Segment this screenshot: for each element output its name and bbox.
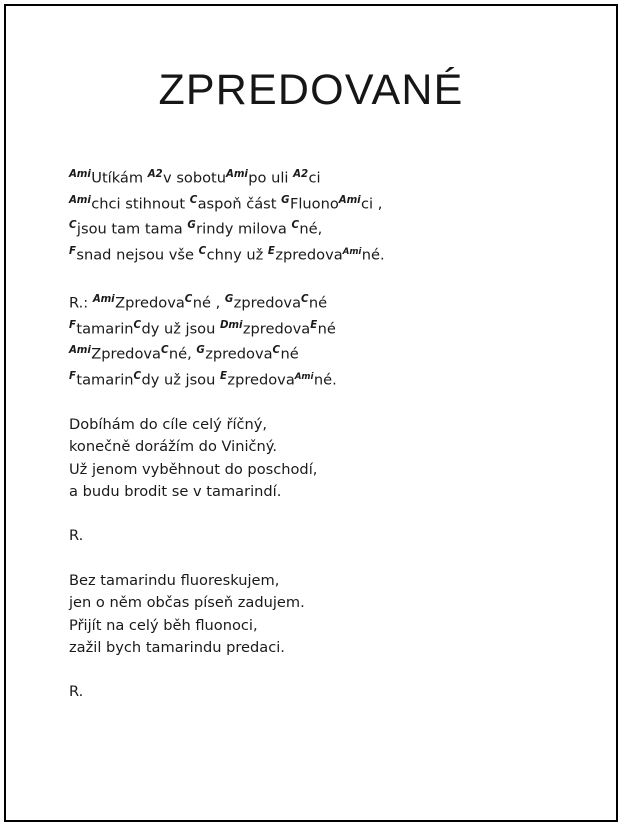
lyric-line — [69, 289, 576, 315]
lyric-text: chci stihnout — [91, 195, 190, 213]
lyric-text: jsou tam tama — [76, 220, 188, 238]
chord-label: A2 — [147, 169, 163, 180]
lyric-line — [69, 459, 576, 481]
lyric-text: zpredova — [205, 345, 273, 363]
chord-label: G — [281, 194, 290, 206]
refrain-marker — [69, 525, 576, 547]
chord-label: Ami — [69, 169, 91, 180]
lyric-text: chny už — [206, 246, 268, 264]
chord-label: C — [189, 194, 198, 206]
chord-label: C — [184, 293, 193, 305]
lyric-text: né , — [192, 294, 225, 312]
lyric-text: v sobotu — [163, 169, 227, 187]
page-title: ZPREDOVANÉ — [158, 66, 464, 114]
lyric-block-verse — [69, 414, 576, 504]
lyric-text: Fluono — [289, 195, 339, 213]
lyric-text: zpredova — [233, 294, 302, 312]
lyric-text: rindy milova — [196, 220, 292, 238]
chord-label: C — [301, 293, 309, 305]
lyric-text: Zpredova — [115, 294, 185, 312]
lyric-text: aspoň část — [197, 195, 282, 213]
lyric-text: Bez tamarindu fluoreskujem, — [69, 571, 280, 589]
chord-label: F — [69, 371, 76, 383]
lyric-text: né — [280, 345, 299, 363]
lyric-text: R. — [69, 527, 84, 545]
lyric-text: ci , — [361, 195, 383, 213]
lyric-line — [69, 164, 576, 190]
lyric-block-verse — [69, 570, 576, 660]
lyric-text: Přijít na celý běh fluonoci, — [69, 616, 258, 634]
lyric-block-verse — [69, 164, 576, 267]
lyric-text: zažil bych tamarindu predaci. — [69, 639, 285, 656]
lyric-block-refrain-cue — [69, 525, 576, 547]
lyric-text: Zpredova — [91, 345, 161, 363]
chord-label: Ami — [294, 372, 314, 383]
lyric-text: né, — [168, 345, 197, 363]
lyric-text: R. — [69, 683, 84, 701]
chord-label: Dmi — [220, 319, 243, 331]
lyric-line — [69, 414, 576, 436]
lyric-block-refrain-cue — [69, 681, 576, 703]
lyrics-body — [69, 164, 576, 704]
lyric-line — [69, 637, 576, 659]
lyric-text: jen o něm občas píseň zadujem. — [69, 594, 305, 612]
lyric-line — [69, 615, 576, 637]
lyric-text: né. — [361, 246, 385, 264]
lyric-text: Dobíhám do cíle celý říčný, — [69, 415, 268, 433]
chord-label: Ami — [69, 345, 91, 357]
chord-label: C — [133, 319, 141, 331]
lyric-text: a budu brodit se v tamarindí. — [69, 482, 282, 500]
lyric-line — [69, 241, 576, 267]
lyric-text: konečně dorážím do Viničný. — [69, 438, 278, 456]
chord-label: E — [310, 319, 318, 331]
chord-label: C — [272, 345, 280, 357]
lyric-line — [69, 570, 576, 592]
lyric-text: Už jenom vyběhnout do poschodí, — [69, 460, 318, 478]
chord-label: C — [291, 220, 299, 232]
lyric-text: zpredova — [242, 319, 311, 337]
chord-label: C — [160, 345, 169, 357]
lyric-text: tamarin — [76, 319, 134, 337]
chord-label: F — [69, 319, 76, 331]
chord-label: Ami — [342, 247, 362, 258]
lyric-line — [69, 481, 576, 503]
chord-label: Ami — [338, 194, 361, 206]
page-border-frame — [4, 4, 618, 822]
chord-label: F — [69, 246, 76, 258]
lyric-line — [69, 190, 576, 216]
lyric-text: dy už jsou — [141, 371, 221, 389]
chord-label: G — [196, 345, 205, 357]
chord-label: C — [69, 220, 77, 232]
lyric-line — [69, 215, 576, 241]
chord-label: E — [220, 371, 227, 383]
chord-label: C — [198, 246, 207, 258]
chord-label: G — [224, 293, 234, 305]
lyric-text: R.: — [69, 294, 93, 312]
lyric-text: zpredova — [275, 246, 343, 264]
lyric-line — [69, 315, 576, 341]
chord-label: Ami — [226, 169, 248, 180]
chord-label: Ami — [92, 293, 115, 305]
lyric-text: zpredova — [227, 371, 295, 389]
lyric-text: po uli — [248, 169, 294, 187]
lyric-text: né — [308, 294, 328, 312]
lyric-block-refrain — [69, 289, 576, 392]
lyric-text: né — [317, 319, 336, 337]
lyric-text: ci — [308, 169, 321, 187]
lyric-line — [69, 436, 576, 458]
lyric-text: tamarin — [76, 371, 134, 389]
chord-label: E — [267, 246, 275, 258]
chord-label: G — [187, 220, 196, 232]
chord-label: Ami — [69, 194, 91, 206]
lyric-text: dy už jsou — [141, 319, 221, 337]
lyric-text: snad nejsou vše — [76, 246, 199, 264]
lyric-line — [69, 366, 576, 392]
lyric-text: né. — [313, 371, 337, 389]
chord-label: C — [133, 371, 141, 383]
lyric-line — [69, 340, 576, 366]
chord-label: A2 — [293, 169, 308, 180]
lyric-text: né, — [299, 220, 323, 238]
lyric-text: Utíkám — [91, 169, 148, 187]
refrain-marker — [69, 681, 576, 703]
lyric-line — [69, 592, 576, 614]
